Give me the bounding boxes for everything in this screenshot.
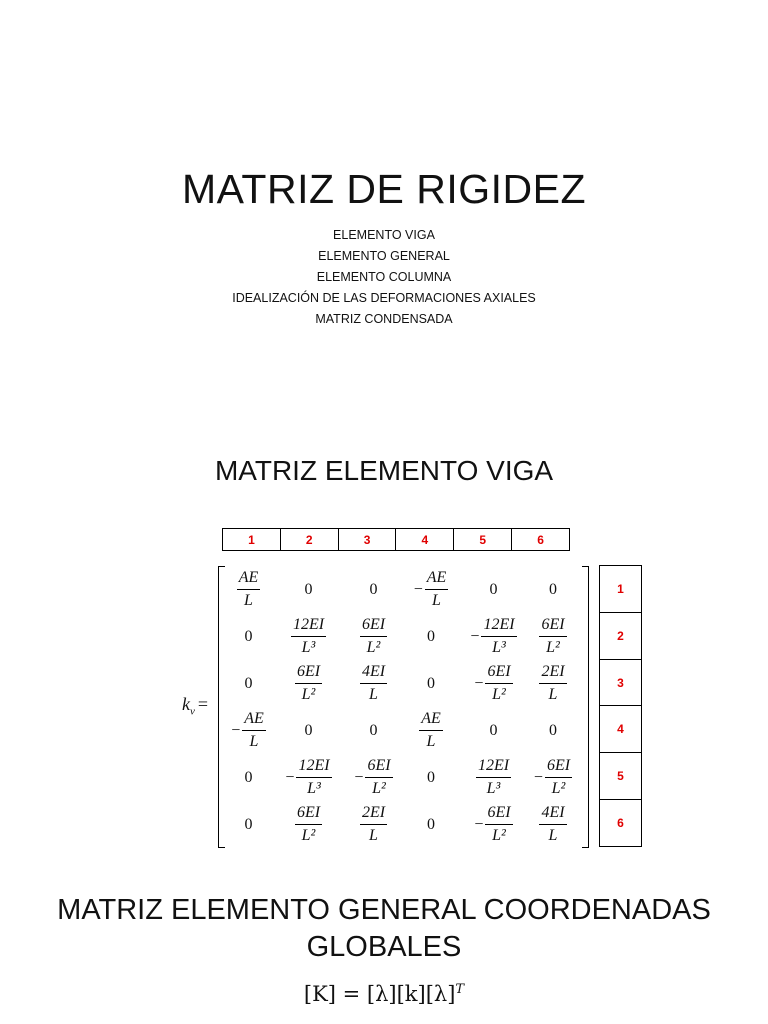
- matrix-value: 0: [304, 721, 313, 739]
- column-index-cell: 6: [537, 532, 544, 547]
- stiffness-matrix: [226, 566, 580, 848]
- fraction: [485, 664, 512, 703]
- minus-sign: −: [470, 627, 480, 645]
- fraction-denominator: L: [548, 686, 558, 703]
- fraction-denominator: L²: [551, 780, 566, 797]
- matrix-value: 0: [244, 627, 253, 645]
- fraction: [539, 664, 566, 703]
- fraction-denominator: L³: [492, 639, 506, 656]
- row-index-cell: 6: [617, 816, 624, 831]
- fraction-numerator: 12EI: [481, 617, 516, 637]
- column-index-cell: 4: [396, 529, 454, 550]
- minus-sign: −: [231, 721, 241, 739]
- matrix-cell: [461, 566, 526, 613]
- row-index-cell: 5: [600, 753, 641, 800]
- fraction-denominator: L²: [492, 827, 506, 844]
- row-index-cell: 4: [600, 706, 641, 753]
- matrix-cell: [271, 660, 346, 707]
- matrix-cell: [401, 613, 461, 660]
- fraction-denominator: L²: [301, 827, 316, 844]
- subtitle-item: MATRIZ CONDENSADA: [315, 312, 453, 326]
- matrix-cell: [401, 566, 461, 613]
- fraction: [291, 617, 326, 656]
- minus-sign: −: [354, 768, 364, 786]
- matrix-cell: [226, 754, 271, 801]
- fraction: [295, 805, 322, 844]
- matrix-cell: [271, 613, 346, 660]
- fraction-numerator: 6EI: [485, 664, 512, 684]
- fraction-denominator: L: [426, 733, 436, 750]
- fraction: [242, 711, 266, 750]
- fraction-numerator: 2EI: [539, 664, 566, 684]
- fraction: [360, 617, 387, 656]
- fraction-numerator: 6EI: [295, 805, 322, 825]
- column-index-cell: 5: [454, 529, 512, 550]
- fraction-denominator: L²: [366, 639, 381, 656]
- matrix-subscript: v: [190, 705, 195, 718]
- matrix-cell: [346, 801, 401, 848]
- fraction-denominator: L²: [492, 686, 506, 703]
- matrix-cell: [346, 613, 401, 660]
- minus-sign: −: [285, 768, 295, 786]
- matrix-value: 0: [489, 721, 498, 739]
- formula-text: [K] = [λ][k][λ]: [303, 982, 456, 1006]
- fraction-denominator: L: [249, 733, 259, 750]
- fraction-numerator: 6EI: [545, 758, 572, 778]
- matrix-cell: [401, 754, 461, 801]
- matrix-cell: [461, 660, 526, 707]
- row-index-cell: 2: [600, 613, 641, 660]
- fraction: [237, 570, 261, 609]
- fraction-numerator: 6EI: [539, 617, 566, 637]
- matrix-right-bracket: [582, 566, 589, 848]
- fraction-numerator: 6EI: [360, 617, 387, 637]
- fraction-numerator: 6EI: [365, 758, 392, 778]
- matrix-cell: [526, 801, 580, 848]
- fraction: [485, 805, 512, 844]
- matrix-cell: [526, 660, 580, 707]
- minus-sign: −: [533, 768, 543, 786]
- fraction-denominator: L: [244, 592, 253, 609]
- matrix-cell: [461, 613, 526, 660]
- matrix-cell: [461, 801, 526, 848]
- matrix-value: 0: [369, 721, 378, 739]
- section-heading-general: [0, 892, 768, 966]
- fraction-numerator: AE: [237, 570, 261, 590]
- matrix-cell: [526, 754, 580, 801]
- matrix-cell: [461, 707, 526, 754]
- subtitle-list: [0, 225, 768, 330]
- subtitle-item: ELEMENTO COLUMNA: [316, 270, 452, 284]
- subtitle-item: ELEMENTO VIGA: [333, 228, 435, 242]
- matrix-symbol: k: [182, 694, 190, 714]
- fraction: [365, 758, 392, 797]
- matrix-left-bracket: [218, 566, 225, 848]
- fraction-numerator: 12EI: [296, 758, 331, 778]
- matrix-cell: [271, 566, 346, 613]
- transformation-formula: [0, 982, 768, 1006]
- matrix-cell: [226, 566, 271, 613]
- fraction-denominator: L: [548, 827, 558, 844]
- section-heading-line: MATRIZ ELEMENTO GENERAL COORDENADAS: [57, 894, 711, 926]
- fraction-denominator: L³: [486, 780, 501, 797]
- fraction: [481, 617, 516, 656]
- fraction: [545, 758, 572, 797]
- matrix-value: 0: [369, 580, 378, 598]
- matrix-value: 0: [244, 815, 253, 833]
- matrix-value: 0: [427, 627, 435, 645]
- column-index-cell: 2: [281, 529, 339, 550]
- fraction-numerator: 4EI: [539, 805, 566, 825]
- fraction: [295, 664, 322, 703]
- page-title: MATRIZ DE RIGIDEZ: [181, 166, 587, 212]
- fraction-denominator: L²: [301, 686, 316, 703]
- fraction: [296, 758, 331, 797]
- matrix-cell: [401, 660, 461, 707]
- fraction: [539, 617, 566, 656]
- matrix-value: 0: [304, 580, 313, 598]
- fraction-denominator: L: [369, 686, 378, 703]
- matrix-value: 0: [427, 674, 435, 692]
- matrix-cell: [346, 707, 401, 754]
- fraction-numerator: AE: [425, 570, 449, 590]
- row-index-cell: 1: [600, 566, 641, 613]
- matrix-value: 0: [244, 768, 253, 786]
- fraction: [419, 711, 443, 750]
- matrix-label: [182, 694, 208, 718]
- row-index-column: [599, 565, 642, 847]
- fraction: [360, 664, 387, 703]
- matrix-cell: [346, 660, 401, 707]
- matrix-cell: [226, 613, 271, 660]
- formula-superscript: T: [455, 982, 465, 997]
- column-index-row: [222, 528, 570, 551]
- row-index-cell: 3: [600, 660, 641, 707]
- matrix-value: 0: [427, 815, 435, 833]
- matrix-value: 0: [549, 721, 557, 739]
- column-index-cell: 1: [223, 529, 281, 550]
- equals-sign: =: [197, 694, 209, 714]
- matrix-cell: [526, 566, 580, 613]
- matrix-cell: [401, 801, 461, 848]
- matrix-cell: [226, 660, 271, 707]
- fraction-denominator: L: [432, 592, 441, 609]
- matrix-value: 0: [549, 580, 557, 598]
- fraction-numerator: AE: [242, 711, 266, 731]
- column-index-cell: 3: [339, 529, 397, 550]
- matrix-cell: [346, 754, 401, 801]
- matrix-cell: [526, 613, 580, 660]
- fraction-numerator: 6EI: [485, 805, 512, 825]
- matrix-cell: [226, 707, 271, 754]
- fraction: [539, 805, 566, 844]
- matrix-cell: [401, 707, 461, 754]
- fraction-numerator: AE: [419, 711, 443, 731]
- matrix-cell: [526, 707, 580, 754]
- minus-sign: −: [474, 815, 484, 833]
- section-heading-line: GLOBALES: [306, 931, 462, 963]
- fraction: [476, 758, 511, 797]
- matrix-value: 0: [244, 674, 253, 692]
- subtitle-item: ELEMENTO GENERAL: [318, 249, 450, 263]
- fraction-numerator: 4EI: [360, 664, 387, 684]
- section-heading-viga: MATRIZ ELEMENTO VIGA: [214, 455, 554, 486]
- fraction-denominator: L: [369, 827, 378, 844]
- matrix-cell: [346, 566, 401, 613]
- fraction: [425, 570, 449, 609]
- fraction: [360, 805, 387, 844]
- minus-sign: −: [474, 674, 484, 692]
- matrix-value: 0: [489, 580, 498, 598]
- fraction-numerator: 2EI: [360, 805, 387, 825]
- matrix-cell: [461, 754, 526, 801]
- fraction-denominator: L³: [301, 639, 316, 656]
- fraction-numerator: 12EI: [476, 758, 511, 778]
- subtitle-item: IDEALIZACIÓN DE LAS DEFORMACIONES AXIALES: [232, 291, 536, 305]
- matrix-cell: [271, 801, 346, 848]
- matrix-cell: [271, 707, 346, 754]
- fraction-numerator: 6EI: [295, 664, 322, 684]
- matrix-value: 0: [427, 768, 435, 786]
- fraction-numerator: 12EI: [291, 617, 326, 637]
- fraction-denominator: L²: [372, 780, 386, 797]
- minus-sign: −: [413, 580, 423, 598]
- fraction-denominator: L³: [307, 780, 321, 797]
- fraction-denominator: L²: [546, 639, 560, 656]
- matrix-cell: [226, 801, 271, 848]
- matrix-cell: [271, 754, 346, 801]
